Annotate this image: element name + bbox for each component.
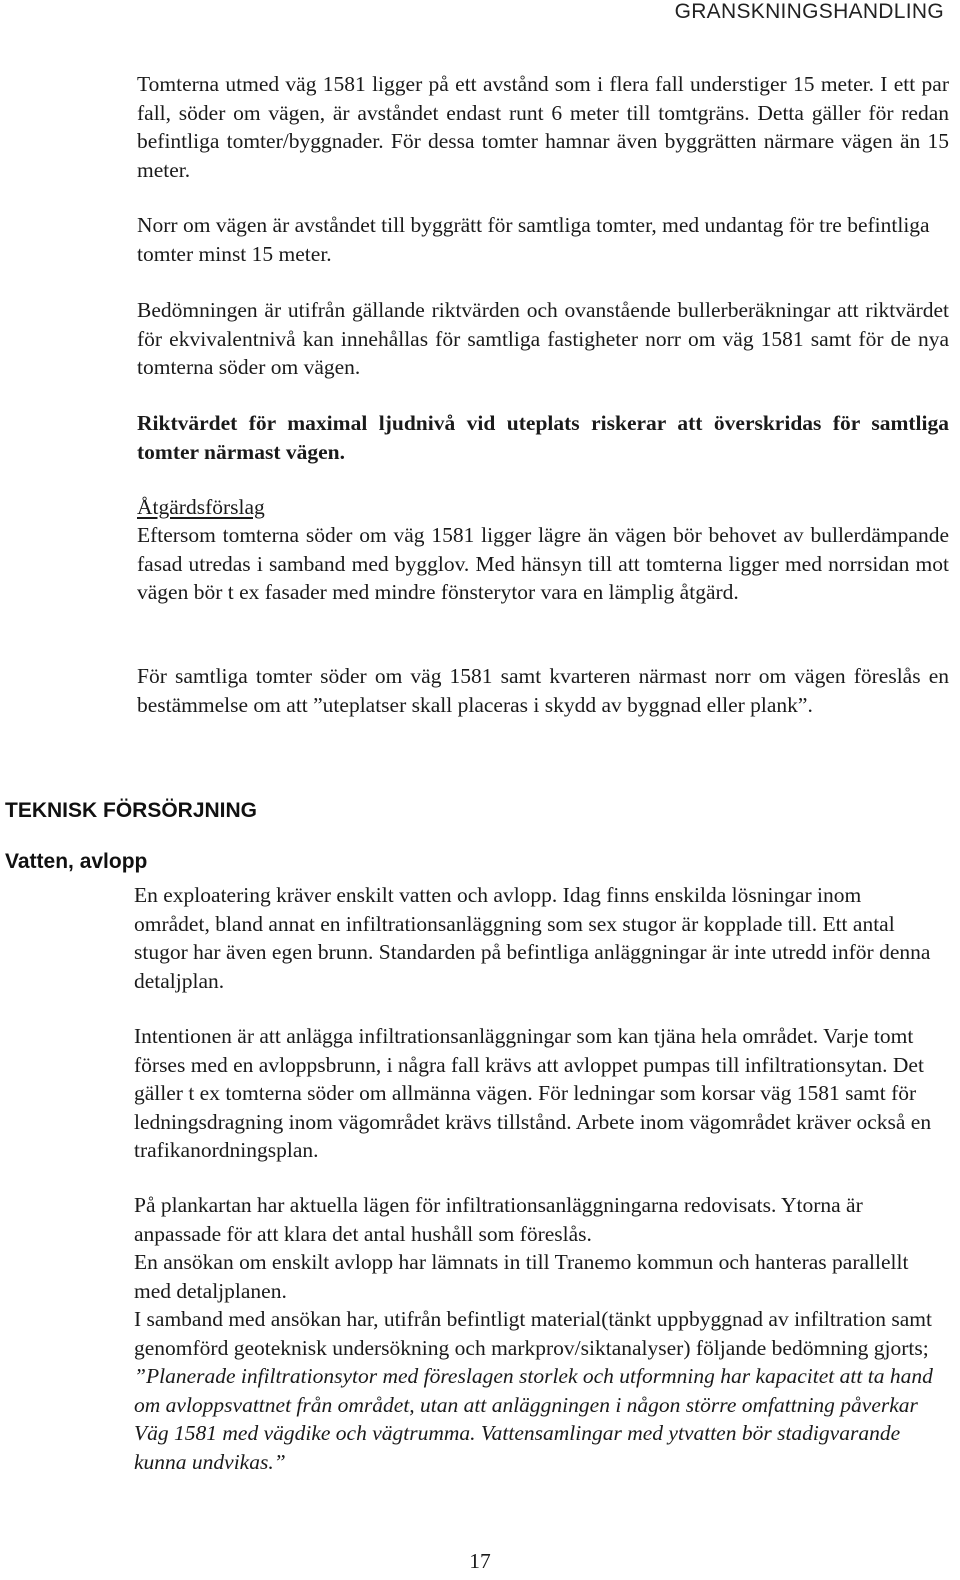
action-proposal-heading: Åtgärdsförslag: [137, 495, 265, 519]
section-title: TEKNISK FÖRSÖRJNING: [5, 799, 258, 822]
paragraph-patio-regulation: För samtliga tomter söder om väg 1581 samt kvarteren närmast norr om vägen föreslås en bestämmelse om att ”uteplatser skall placeras i skydd av byggnad eller plank”.: [137, 664, 949, 717]
paragraph-plan-map: På plankartan har aktuella lägen för infiltrationsanläggningarna redovisats. Ytorna är anpassade för att klara det antal hushåll som föreslås.: [134, 1193, 863, 1246]
assessment-quote: ”Planerade infiltrationsytor med föreslagen storlek och utformning har kapacitet att ta hand om avloppsvattnet från området, utan att anläggningen i någon större omfattning påverkar Väg 1581 med vägdike och vägtrumma. Vattensamlingar med ytvatten bör stadigvarande kunna undvikas.”: [134, 1364, 933, 1474]
paragraph-road-distance: Tomterna utmed väg 1581 ligger på ett avstånd som i flera fall understiger 15 meter. I ett par fall, söder om vägen, är avståndet endast runt 6 meter till tomtgräns. Detta gäller för redan befintliga tomter/byggnader. För dessa tomter hamnar även byggrätten närmare vägen än 15 meter.: [137, 72, 949, 182]
paragraph-action-proposal: Eftersom tomterna söder om väg 1581 ligger lägre än vägen bör behovet av bullerdämpande fasad utredas i samband med bygglov. Med hänsyn till att tomterna ligger med norrsidan mot vägen bör t ex fasader med mindre fönsterytor vara en lämplig åtgärd.: [137, 523, 949, 604]
infiltration-details: [134, 1191, 939, 1476]
paragraph-application: En ansökan om enskilt avlopp har lämnats in till Tranemo kommun och hanteras parallellt med detaljplanen.: [134, 1250, 909, 1303]
paragraph-max-level-warning: Riktvärdet för maximal ljudnivå vid uteplats riskerar att överskridas för samtliga tomter närmast vägen.: [137, 411, 949, 464]
page-number: 17: [469, 1549, 491, 1573]
subsection-title: Vatten, avlopp: [5, 850, 148, 873]
paragraph-north-distance: Norr om vägen är avståndet till byggrätt för samtliga tomter, med undantag för tre befintliga tomter minst 15 meter.: [137, 213, 930, 266]
paragraph-infiltration-intent: Intentionen är att anlägga infiltrationsanläggningar som kan tjäna hela området. Varje tomt förses med en avloppsbrunn, i några fall krävs att avloppet pumpas till infiltrationsytan. Det gäller t ex tomterna söder om allmänna vägen. För ledningar som korsar väg 1581 samt för ledningsdragning inom vägområdet krävs tillstånd. Arbete inom vägområdet kräver också en trafikanordningsplan.: [134, 1024, 932, 1162]
document-status-header: GRANSKNINGSHANDLING: [674, 0, 944, 23]
paragraph-assessment-basis: I samband med ansökan har, utifrån befintligt material(tänkt uppbyggnad av infiltration samt genomförd geoteknisk undersökning och markprov/siktanalyser) följande bedömning gjorts;: [134, 1307, 932, 1360]
paragraph-water-sewage-intro: En exploatering kräver enskilt vatten och avlopp. Idag finns enskilda lösningar inom området, bland annat en infiltrationsanläggning som sex stugor är kopplade till. Ett antal stugor har även egen brunn. Standarden på befintliga anläggningar är inte utredd inför denna detaljplan.: [134, 883, 931, 993]
paragraph-assessment: Bedömningen är utifrån gällande riktvärden och ovanstående bullerberäkningar att riktvärdet för ekvivalentnivå kan innehållas för samtliga fastigheter norr om väg 1581 samt för de nya tomterna söder om vägen.: [137, 298, 949, 379]
